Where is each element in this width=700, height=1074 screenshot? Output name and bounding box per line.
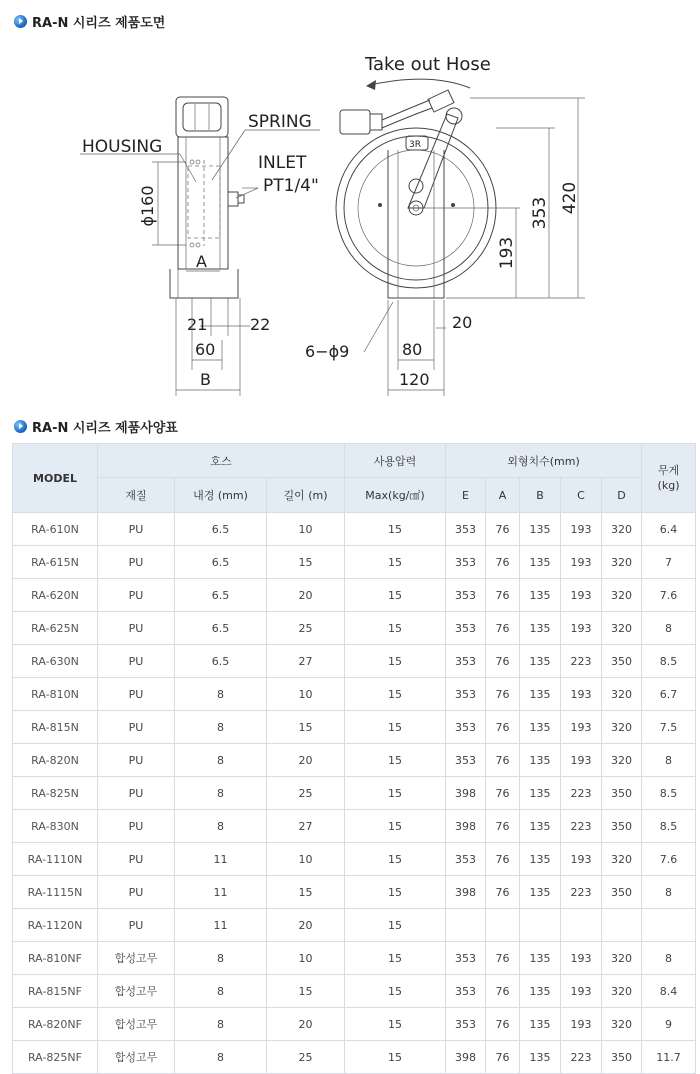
cell-dim-d: 350 <box>602 1041 642 1074</box>
cell-dim-e <box>446 909 486 942</box>
cell-dim-e: 353 <box>446 612 486 645</box>
cell-pressure: 15 <box>345 909 446 942</box>
cell-model: RA-615N <box>13 546 98 579</box>
cell-length: 15 <box>267 711 345 744</box>
side-inlet-tip <box>238 195 244 203</box>
side-bolt <box>196 160 200 164</box>
cell-pressure: 15 <box>345 711 446 744</box>
table-row <box>13 645 696 678</box>
cell-dim-b: 135 <box>520 579 561 612</box>
cell-model: RA-815N <box>13 711 98 744</box>
cell-weight: 8.5 <box>642 777 696 810</box>
cell-length: 20 <box>267 744 345 777</box>
table-row <box>13 546 696 579</box>
cell-inner-dia: 6.5 <box>175 513 267 546</box>
inlet-leader <box>236 188 258 198</box>
cell-dim-e: 353 <box>446 942 486 975</box>
cell-dim-b <box>520 909 561 942</box>
cell-pressure: 15 <box>345 678 446 711</box>
dim-a-label: A <box>196 252 207 271</box>
cell-dim-c: 193 <box>561 513 602 546</box>
cell-material: PU <box>98 744 175 777</box>
cell-dim-e: 398 <box>446 810 486 843</box>
table-row <box>13 876 696 909</box>
cell-dim-e: 398 <box>446 1041 486 1074</box>
cell-dim-d: 350 <box>602 645 642 678</box>
cell-dim-e: 353 <box>446 843 486 876</box>
cell-dim-a: 76 <box>486 942 520 975</box>
cell-model: RA-610N <box>13 513 98 546</box>
table-row <box>13 744 696 777</box>
cell-dim-d: 350 <box>602 777 642 810</box>
arm-roller <box>446 108 462 124</box>
dim-b-label: B <box>200 370 211 389</box>
cell-dim-d: 320 <box>602 513 642 546</box>
cell-length: 10 <box>267 513 345 546</box>
cell-dim-e: 353 <box>446 711 486 744</box>
header-row <box>13 444 696 478</box>
take-out-arrow <box>370 79 470 88</box>
cell-pressure: 15 <box>345 876 446 909</box>
cell-dim-b: 135 <box>520 942 561 975</box>
cell-weight: 7.5 <box>642 711 696 744</box>
cell-pressure: 15 <box>345 777 446 810</box>
side-handle-grip <box>183 103 221 131</box>
cell-dim-c: 193 <box>561 612 602 645</box>
cell-model: RA-1120N <box>13 909 98 942</box>
cell-dim-b: 135 <box>520 513 561 546</box>
cell-inner-dia: 8 <box>175 942 267 975</box>
cell-dim-a: 76 <box>486 777 520 810</box>
cell-model: RA-815NF <box>13 975 98 1008</box>
cell-weight: 8.5 <box>642 810 696 843</box>
header-inner-dia: 내경 (mm) <box>175 478 267 513</box>
cell-inner-dia: 11 <box>175 909 267 942</box>
cell-material: PU <box>98 843 175 876</box>
reel-bolt <box>378 203 382 207</box>
cell-dim-c: 223 <box>561 777 602 810</box>
cell-weight: 8 <box>642 942 696 975</box>
cell-dim-d: 320 <box>602 975 642 1008</box>
cell-dim-d: 320 <box>602 843 642 876</box>
dim-21-label: 21 <box>187 315 208 334</box>
table-row <box>13 843 696 876</box>
spec-table <box>12 443 696 1074</box>
dia160-label: ϕ160 <box>138 185 157 227</box>
cell-inner-dia: 11 <box>175 876 267 909</box>
cell-dim-d: 350 <box>602 810 642 843</box>
hose-line <box>382 108 432 128</box>
arm-pivot <box>409 179 423 193</box>
cell-weight: 8 <box>642 612 696 645</box>
cell-dim-a: 76 <box>486 843 520 876</box>
hose-line <box>382 100 430 120</box>
cell-length: 25 <box>267 1041 345 1074</box>
spec-title-text: RA-N 시리즈 제품사양표 <box>32 421 178 436</box>
cell-dim-e: 353 <box>446 546 486 579</box>
cell-model: RA-620N <box>13 579 98 612</box>
table-row <box>13 711 696 744</box>
header-d: D <box>602 478 642 513</box>
cell-inner-dia: 8 <box>175 678 267 711</box>
cell-dim-a: 76 <box>486 876 520 909</box>
header-hose: 호스 <box>98 444 345 478</box>
cell-dim-d: 320 <box>602 1008 642 1041</box>
cell-weight: 8.5 <box>642 645 696 678</box>
cell-weight: 9 <box>642 1008 696 1041</box>
drawing-title-text: RA-N 시리즈 제품도면 <box>32 16 166 31</box>
cell-dim-a: 76 <box>486 711 520 744</box>
cell-inner-dia: 8 <box>175 1041 267 1074</box>
side-foot <box>170 269 238 298</box>
cell-material: PU <box>98 612 175 645</box>
cell-dim-c: 223 <box>561 1041 602 1074</box>
header-c: C <box>561 478 602 513</box>
cell-dim-c: 193 <box>561 942 602 975</box>
housing-label: HOUSING <box>82 137 163 157</box>
cell-length: 27 <box>267 810 345 843</box>
spec-section-title <box>14 417 178 436</box>
cell-dim-d: 320 <box>602 579 642 612</box>
cell-inner-dia: 11 <box>175 843 267 876</box>
cell-pressure: 15 <box>345 513 446 546</box>
cell-dim-a: 76 <box>486 744 520 777</box>
cell-weight: 8 <box>642 876 696 909</box>
cell-pressure: 15 <box>345 612 446 645</box>
dim-420-label: 420 <box>560 181 580 215</box>
cell-pressure: 15 <box>345 645 446 678</box>
cell-dim-d <box>602 909 642 942</box>
cell-dim-b: 135 <box>520 975 561 1008</box>
table-row <box>13 1041 696 1074</box>
cell-pressure: 15 <box>345 810 446 843</box>
cell-length: 10 <box>267 942 345 975</box>
cell-dim-b: 135 <box>520 1041 561 1074</box>
inlet-size-label: PT1/4" <box>263 176 319 196</box>
cell-dim-c: 193 <box>561 744 602 777</box>
cell-dim-c <box>561 909 602 942</box>
bullet-arrow-icon <box>14 15 27 28</box>
header-pressure: 사용압력 <box>345 444 446 478</box>
cell-weight: 11.7 <box>642 1041 696 1074</box>
cell-inner-dia: 6.5 <box>175 645 267 678</box>
reel-stand <box>388 150 444 298</box>
cell-dim-a: 76 <box>486 513 520 546</box>
cell-dim-b: 135 <box>520 546 561 579</box>
reel-bolt <box>451 203 455 207</box>
badge-3r-label: 3R <box>409 140 421 150</box>
holes-leader <box>364 302 393 352</box>
header-model: MODEL <box>13 444 98 513</box>
dim-22-label: 22 <box>250 315 271 334</box>
header-a: A <box>486 478 520 513</box>
cell-pressure: 15 <box>345 1041 446 1074</box>
take-out-hose-label: Take out Hose <box>365 54 491 75</box>
bullet-arrow-icon <box>14 420 27 433</box>
cell-inner-dia: 6.5 <box>175 612 267 645</box>
table-row <box>13 975 696 1008</box>
table-row <box>13 1008 696 1041</box>
cell-dim-e: 353 <box>446 975 486 1008</box>
table-row <box>13 612 696 645</box>
cell-dim-b: 135 <box>520 744 561 777</box>
side-bolt <box>190 160 194 164</box>
cell-length: 27 <box>267 645 345 678</box>
cell-model: RA-1110N <box>13 843 98 876</box>
cell-weight: 6.7 <box>642 678 696 711</box>
cell-dim-d: 320 <box>602 711 642 744</box>
cell-dim-a: 76 <box>486 810 520 843</box>
cell-dim-e: 353 <box>446 744 486 777</box>
dim-120-label: 120 <box>399 370 430 389</box>
cell-dim-c: 193 <box>561 579 602 612</box>
cell-pressure: 15 <box>345 1008 446 1041</box>
header-row <box>13 478 696 513</box>
dim-193-label: 193 <box>497 236 517 270</box>
header-e: E <box>446 478 486 513</box>
cell-length: 10 <box>267 843 345 876</box>
cell-dim-c: 193 <box>561 843 602 876</box>
cell-model: RA-825NF <box>13 1041 98 1074</box>
cell-dim-a: 76 <box>486 579 520 612</box>
cell-material: PU <box>98 777 175 810</box>
spec-table-body <box>13 513 696 1074</box>
cell-dim-d: 320 <box>602 546 642 579</box>
cell-dim-a: 76 <box>486 546 520 579</box>
cell-length: 15 <box>267 876 345 909</box>
cell-model: RA-625N <box>13 612 98 645</box>
cell-weight: 7.6 <box>642 843 696 876</box>
cell-dim-a <box>486 909 520 942</box>
header-weight: 무게 (kg) <box>642 444 696 513</box>
header-dims: 외형치수(mm) <box>446 444 642 478</box>
dim-353-label: 353 <box>530 196 550 230</box>
cell-weight <box>642 909 696 942</box>
side-body <box>178 137 228 269</box>
cell-material: PU <box>98 645 175 678</box>
cell-dim-a: 76 <box>486 1008 520 1041</box>
cell-model: RA-810N <box>13 678 98 711</box>
cell-dim-b: 135 <box>520 843 561 876</box>
cell-dim-b: 135 <box>520 810 561 843</box>
cell-inner-dia: 8 <box>175 711 267 744</box>
cell-inner-dia: 8 <box>175 810 267 843</box>
cell-length: 15 <box>267 546 345 579</box>
cell-material: 합성고무 <box>98 1008 175 1041</box>
cell-inner-dia: 8 <box>175 777 267 810</box>
cell-pressure: 15 <box>345 942 446 975</box>
cell-dim-c: 223 <box>561 810 602 843</box>
cell-dim-c: 223 <box>561 645 602 678</box>
cell-weight: 7 <box>642 546 696 579</box>
cell-dim-d: 350 <box>602 876 642 909</box>
cell-model: RA-820N <box>13 744 98 777</box>
header-b: B <box>520 478 561 513</box>
cell-pressure: 15 <box>345 744 446 777</box>
cell-dim-b: 135 <box>520 678 561 711</box>
cell-dim-a: 76 <box>486 1041 520 1074</box>
cell-model: RA-830N <box>13 810 98 843</box>
cell-model: RA-1115N <box>13 876 98 909</box>
cell-dim-e: 353 <box>446 645 486 678</box>
cell-material: 합성고무 <box>98 942 175 975</box>
header-max: Max(kg/㎠) <box>345 478 446 513</box>
cell-pressure: 15 <box>345 579 446 612</box>
table-row <box>13 810 696 843</box>
cell-material: PU <box>98 909 175 942</box>
cell-weight: 6.4 <box>642 513 696 546</box>
cell-dim-c: 223 <box>561 876 602 909</box>
cell-weight: 8 <box>642 744 696 777</box>
dim-60-label: 60 <box>195 340 216 359</box>
cell-dim-c: 193 <box>561 546 602 579</box>
cell-dim-e: 353 <box>446 1008 486 1041</box>
cell-dim-a: 76 <box>486 645 520 678</box>
table-row <box>13 909 696 942</box>
side-inlet-stub <box>228 192 238 206</box>
cell-dim-a: 76 <box>486 612 520 645</box>
cell-length: 20 <box>267 909 345 942</box>
cell-dim-e: 353 <box>446 513 486 546</box>
cell-weight: 7.6 <box>642 579 696 612</box>
arrow-head-icon <box>366 80 376 90</box>
cell-dim-b: 135 <box>520 645 561 678</box>
holes-label: 6−ϕ9 <box>305 342 350 361</box>
cell-length: 15 <box>267 975 345 1008</box>
side-bolt <box>196 243 200 247</box>
hose-nozzle-ring <box>370 114 382 130</box>
inlet-label: INLET <box>258 153 307 173</box>
cell-model: RA-825N <box>13 777 98 810</box>
header-length: 길이 (m) <box>267 478 345 513</box>
cell-weight: 8.4 <box>642 975 696 1008</box>
dim-20-label: 20 <box>452 313 473 332</box>
cell-length: 20 <box>267 1008 345 1041</box>
cell-pressure: 15 <box>345 975 446 1008</box>
cell-dim-c: 193 <box>561 1008 602 1041</box>
header-material: 재질 <box>98 478 175 513</box>
side-bolt <box>190 243 194 247</box>
cell-material: PU <box>98 810 175 843</box>
cell-length: 20 <box>267 579 345 612</box>
cell-dim-a: 76 <box>486 678 520 711</box>
cell-inner-dia: 8 <box>175 744 267 777</box>
cell-pressure: 15 <box>345 843 446 876</box>
cell-dim-c: 193 <box>561 711 602 744</box>
cell-dim-c: 193 <box>561 975 602 1008</box>
cell-material: PU <box>98 513 175 546</box>
cell-dim-b: 135 <box>520 876 561 909</box>
cell-dim-a: 76 <box>486 975 520 1008</box>
cell-dim-c: 193 <box>561 678 602 711</box>
cell-model: RA-820NF <box>13 1008 98 1041</box>
cell-length: 10 <box>267 678 345 711</box>
cell-material: PU <box>98 711 175 744</box>
cell-inner-dia: 8 <box>175 975 267 1008</box>
cell-model: RA-810NF <box>13 942 98 975</box>
product-drawing <box>0 40 700 400</box>
cell-material: PU <box>98 876 175 909</box>
cell-model: RA-630N <box>13 645 98 678</box>
cell-dim-d: 320 <box>602 678 642 711</box>
cell-dim-d: 320 <box>602 942 642 975</box>
cell-dim-e: 353 <box>446 579 486 612</box>
table-row <box>13 942 696 975</box>
table-row <box>13 513 696 546</box>
cell-dim-e: 398 <box>446 876 486 909</box>
cell-dim-b: 135 <box>520 1008 561 1041</box>
side-view <box>80 97 320 396</box>
cell-inner-dia: 6.5 <box>175 579 267 612</box>
table-row <box>13 777 696 810</box>
cell-dim-d: 320 <box>602 612 642 645</box>
cell-length: 25 <box>267 612 345 645</box>
cell-material: 합성고무 <box>98 975 175 1008</box>
cell-dim-e: 353 <box>446 678 486 711</box>
cell-dim-d: 320 <box>602 744 642 777</box>
cell-inner-dia: 8 <box>175 1008 267 1041</box>
table-row <box>13 579 696 612</box>
cell-inner-dia: 6.5 <box>175 546 267 579</box>
table-row <box>13 678 696 711</box>
cell-material: PU <box>98 579 175 612</box>
cell-material: PU <box>98 678 175 711</box>
cell-dim-b: 135 <box>520 612 561 645</box>
dim-80-label: 80 <box>402 340 423 359</box>
cell-length: 25 <box>267 777 345 810</box>
hose-nozzle <box>340 110 370 134</box>
cell-dim-e: 398 <box>446 777 486 810</box>
cell-pressure: 15 <box>345 546 446 579</box>
front-view <box>305 54 585 396</box>
cell-dim-b: 135 <box>520 777 561 810</box>
spring-label: SPRING <box>248 112 312 132</box>
cell-dim-b: 135 <box>520 711 561 744</box>
cell-material: PU <box>98 546 175 579</box>
cell-material: 합성고무 <box>98 1041 175 1074</box>
drawing-section-title <box>14 12 165 31</box>
